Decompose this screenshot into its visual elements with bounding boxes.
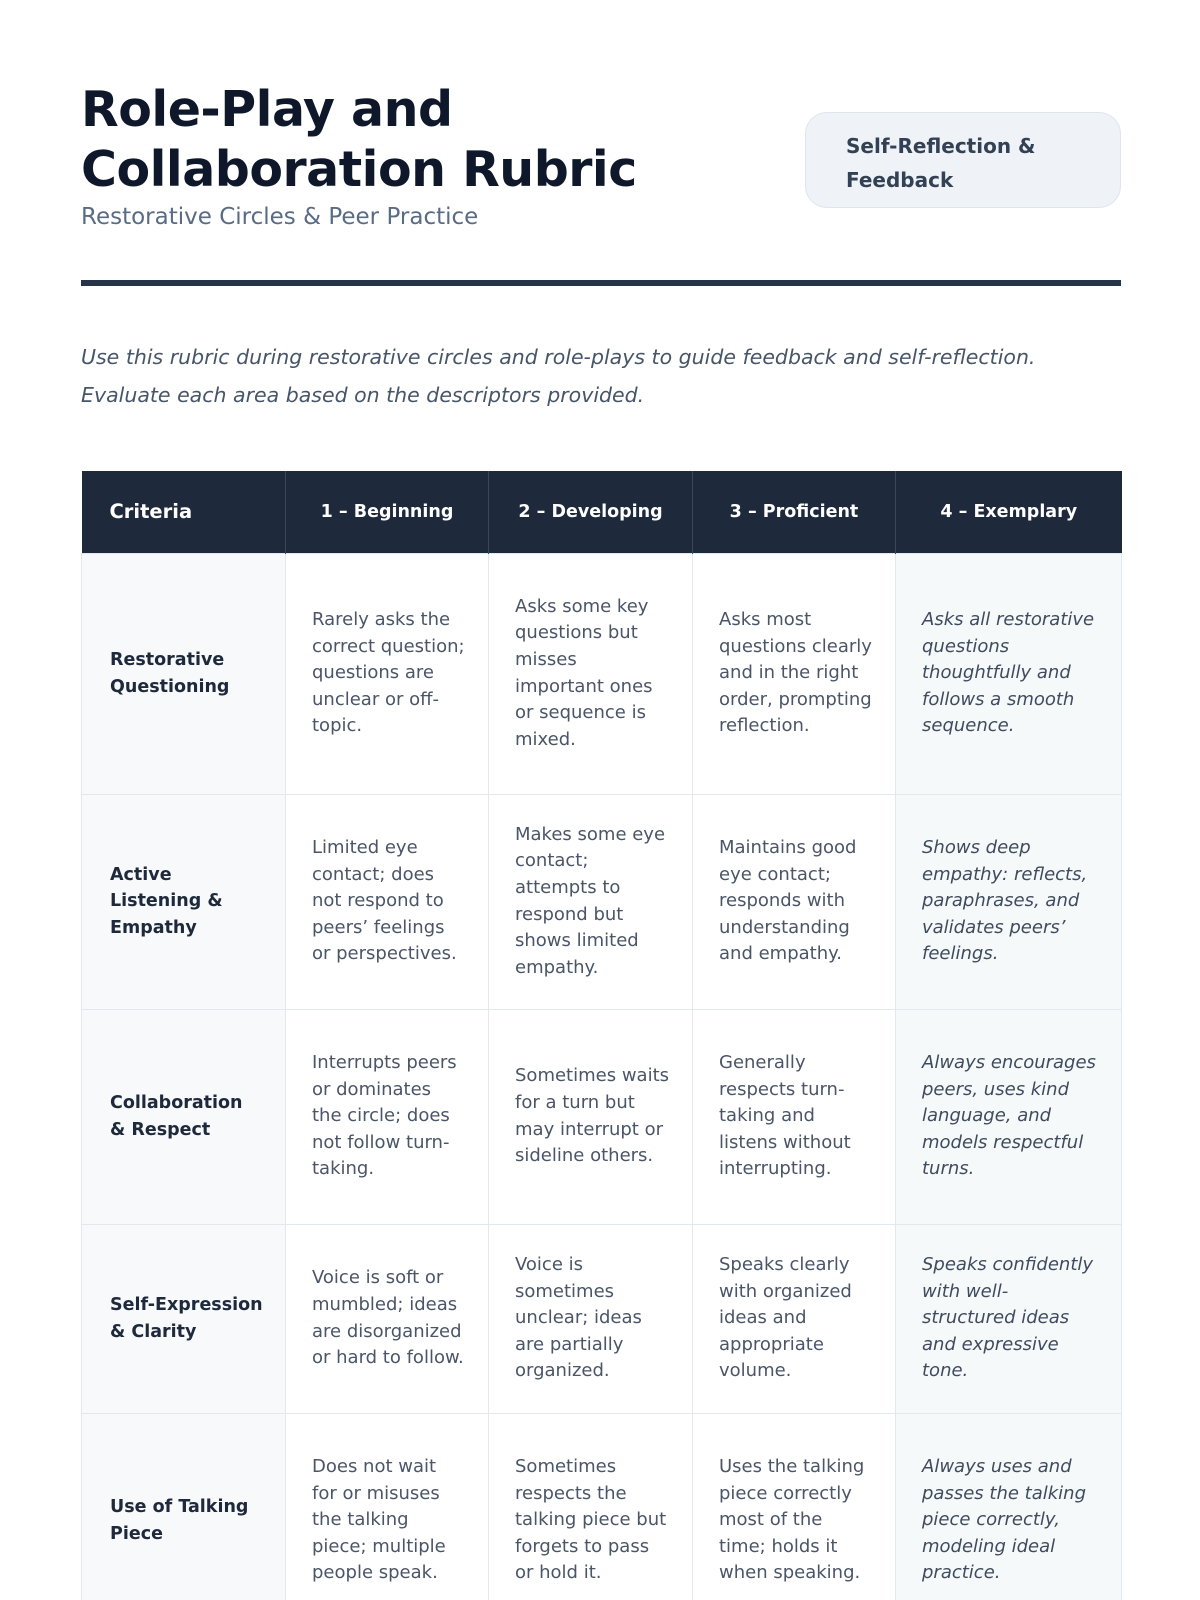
title-line-1: Role-Play and [81, 81, 453, 138]
beginning-cell: Voice is soft or mumbled; ideas are disorganized or hard to follow. [286, 1224, 489, 1413]
developing-cell: Sometimes respects the talking piece but forgets to pass or hold it. [489, 1413, 693, 1600]
table-header-row [82, 471, 1122, 553]
rubric-page [81, 0, 1121, 1584]
badge-line-2: Feedback [846, 168, 954, 192]
rubric-table [81, 471, 1122, 1600]
developing-cell: Sometimes waits for a turn but may interrupt or sideline others. [489, 1009, 693, 1224]
criterion-cell: Self-Expression & Clarity [82, 1224, 286, 1413]
table-row [82, 1224, 1122, 1413]
criterion-cell: Active Listening & Empathy [82, 794, 286, 1009]
page-header [81, 0, 1121, 286]
proficient-cell: Uses the talking piece correctly most of the time; holds it when speaking. [693, 1413, 896, 1600]
criterion-cell: Use of Talking Piece [82, 1413, 286, 1600]
title-line-2: Collaboration Rubric [81, 141, 637, 198]
table-row [82, 794, 1122, 1009]
developing-cell: Makes some eye contact; attempts to respond but shows limited empathy. [489, 794, 693, 1009]
page-subtitle: Restorative Circles & Peer Practice [81, 204, 479, 230]
proficient-cell: Speaks clearly with organized ideas and appropriate volume. [693, 1224, 896, 1413]
intro-line-2: Evaluate each area based on the descriptors provided. [81, 383, 645, 407]
beginning-cell: Does not wait for or misuses the talking piece; multiple people speak. [286, 1413, 489, 1600]
beginning-cell: Limited eye contact; does not respond to peers’ feelings or perspectives. [286, 794, 489, 1009]
beginning-cell: Interrupts peers or dominates the circle; does not follow turn-taking. [286, 1009, 489, 1224]
criterion-cell: Restorative Questioning [82, 553, 286, 794]
exemplary-cell: Always encourages peers, uses kind language, and models respectful turns. [896, 1009, 1122, 1224]
exemplary-cell: Shows deep empathy: reflects, paraphrases, and validates peers’ feelings. [896, 794, 1122, 1009]
intro-line-1: Use this rubric during restorative circles and role-plays to guide feedback and self-reflection. [81, 345, 1036, 369]
exemplary-cell: Always uses and passes the talking piece correctly, modeling ideal practice. [896, 1413, 1122, 1600]
header-divider [81, 280, 1121, 286]
header-exemplary: 4 – Exemplary [896, 471, 1122, 553]
exemplary-cell: Asks all restorative questions thoughtfully and follows a smooth sequence. [896, 553, 1122, 794]
page-title [81, 80, 637, 200]
category-badge [805, 112, 1121, 208]
criterion-cell: Collaboration & Respect [82, 1009, 286, 1224]
developing-cell: Asks some key questions but misses important ones or sequence is mixed. [489, 553, 693, 794]
header-proficient: 3 – Proficient [693, 471, 896, 553]
beginning-cell: Rarely asks the correct question; questions are unclear or off-topic. [286, 553, 489, 794]
header-developing: 2 – Developing [489, 471, 693, 553]
developing-cell: Voice is sometimes unclear; ideas are partially organized. [489, 1224, 693, 1413]
table-row [82, 553, 1122, 794]
table-row [82, 1413, 1122, 1600]
badge-line-1: Self-Reflection & [846, 134, 1036, 158]
proficient-cell: Maintains good eye contact; responds with understanding and empathy. [693, 794, 896, 1009]
header-criteria: Criteria [82, 471, 286, 553]
exemplary-cell: Speaks confidently with well-structured ideas and expressive tone. [896, 1224, 1122, 1413]
intro-text [81, 338, 1121, 414]
table-row [82, 1009, 1122, 1224]
proficient-cell: Generally respects turn-taking and listens without interrupting. [693, 1009, 896, 1224]
header-beginning: 1 – Beginning [286, 471, 489, 553]
proficient-cell: Asks most questions clearly and in the right order, prompting reflection. [693, 553, 896, 794]
